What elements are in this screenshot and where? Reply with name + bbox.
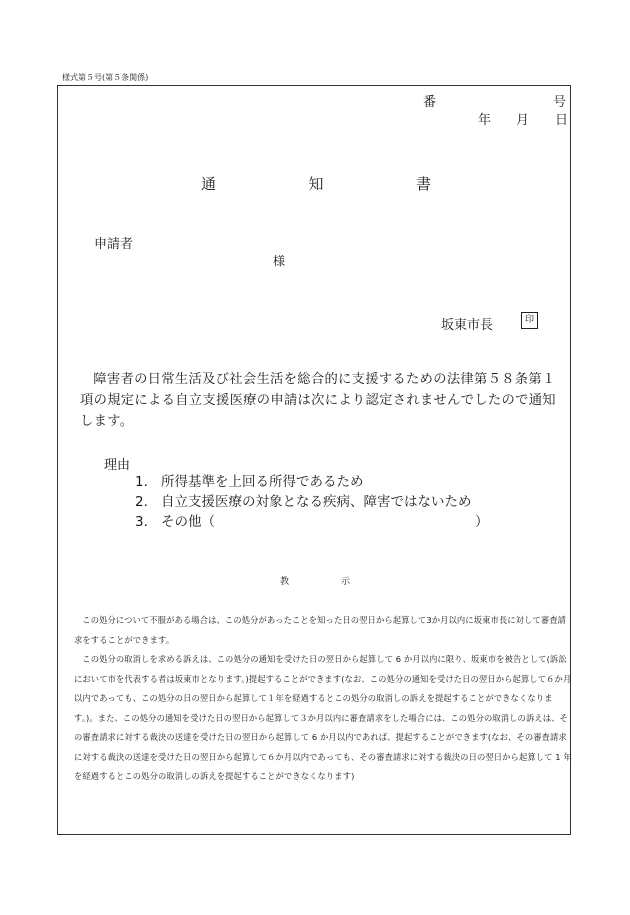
title-char: 書 (415, 175, 431, 193)
date-month-label: 月 (516, 113, 530, 128)
document-number-suffix: 号 (553, 95, 567, 110)
date-day-label: 日 (555, 113, 569, 128)
instruction-paragraph: この処分について不服がある場合は、この処分があったことを知った日の翌日から起算して3か月以内に坂東市長に対して審査請求をすることができます。 (74, 615, 567, 645)
reason-number: 2. (135, 494, 148, 510)
honorific-label: 様 (273, 254, 286, 268)
document-title (201, 173, 431, 194)
applicant-label: 申請者 (94, 237, 134, 252)
form-number-label: 様式第５号(第５条関係) (62, 73, 149, 82)
instruction-text (74, 611, 572, 787)
instruction-heading-char: 示 (340, 577, 350, 587)
notice-body: 障害者の日常生活及び社会生活を総合的に支援するための法律第５８条第１項の規定による自立支援医療の申請は次により認定されませんでしたので通知します。 (80, 372, 556, 429)
date-year-label: 年 (478, 113, 492, 128)
reason-heading: 理由 (104, 458, 131, 473)
reason-item (135, 492, 472, 512)
title-char: 通 (201, 175, 217, 193)
reason-other-close-paren: ） (475, 514, 489, 530)
reason-number: 3. (135, 514, 148, 530)
notice-document-frame (57, 85, 571, 835)
issuer-name: 坂東市長 (441, 318, 494, 333)
instruction-heading (280, 574, 350, 587)
document-number-label: 番 (423, 95, 437, 110)
instruction-heading-char: 教 (280, 577, 290, 587)
title-char: 知 (308, 175, 324, 193)
reason-item (135, 472, 472, 492)
seal-mark: 印 (521, 312, 538, 329)
reason-text: 自立支援医療の対象となる疾病、障害ではないため (161, 494, 472, 510)
reason-list (135, 472, 489, 532)
reason-item (135, 512, 472, 532)
instruction-paragraph: この処分の取消しを求める訴えは、この処分の通知を受けた日の翌日から起算して 6 か月以内に限り、坂東市を被告として(訴訟において市を代表する者は坂東市となります。)提起することができます(なお、この処分の通知を受けた日の翌日から起算して６か月以内であっても、この処分の日の翌日から起算して１年を経過するとこの処分の取消しの訴えを提起することができなくなります。)。また、この処分の通知を受けた日の翌日から起算して３か月以内に審査請求をした場合には、この処分の取消しの訴えは、その審査請求に対する裁決の送達を受けた日の翌日から起算して 6 か月以内であれば、提起することができます(なお、その審査請求に対する裁決の送達を受けた日の翌日から起算して６か月以内であっても、その審査請求に対する裁決の日の翌日から起算して 1 年を経過するとこの処分の取消しの訴えを提起することができなくなります) (74, 654, 572, 781)
reason-text: その他（ (161, 514, 215, 530)
reason-number: 1. (135, 474, 148, 490)
reason-text: 所得基準を上回る所得であるため (161, 474, 364, 490)
